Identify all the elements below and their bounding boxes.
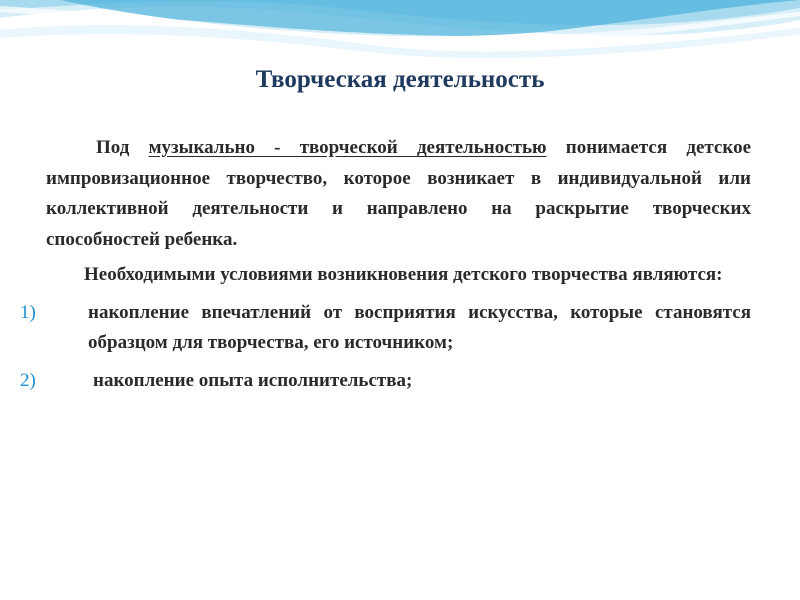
definition-lead: Под	[96, 137, 149, 158]
list-item-text: накопление впечатлений от восприятия искусства, которые становятся образцом для творчества, его источником;	[88, 301, 751, 353]
slide-body	[20, 133, 752, 403]
list-item	[20, 298, 751, 359]
conditions-paragraph: Необходимыми условиями возникновения детского творчества являются:	[84, 264, 723, 285]
definition-term: музыкально - творческой деятельностью	[148, 137, 547, 158]
definition-rest: понимается детское импровизационное творчество, которое возникает в индивидуальной или коллективной деятельности и направлено на раскрытие творческих способностей ребенка.	[46, 137, 752, 250]
list-item	[20, 366, 751, 397]
conditions-list	[20, 298, 751, 397]
list-marker: 1)	[20, 301, 36, 323]
definition-paragraph	[46, 133, 751, 255]
list-item-text: накопление опыта исполнительства;	[93, 369, 413, 391]
list-marker: 2)	[20, 369, 36, 391]
slide-title: Творческая деятельность	[255, 66, 545, 93]
